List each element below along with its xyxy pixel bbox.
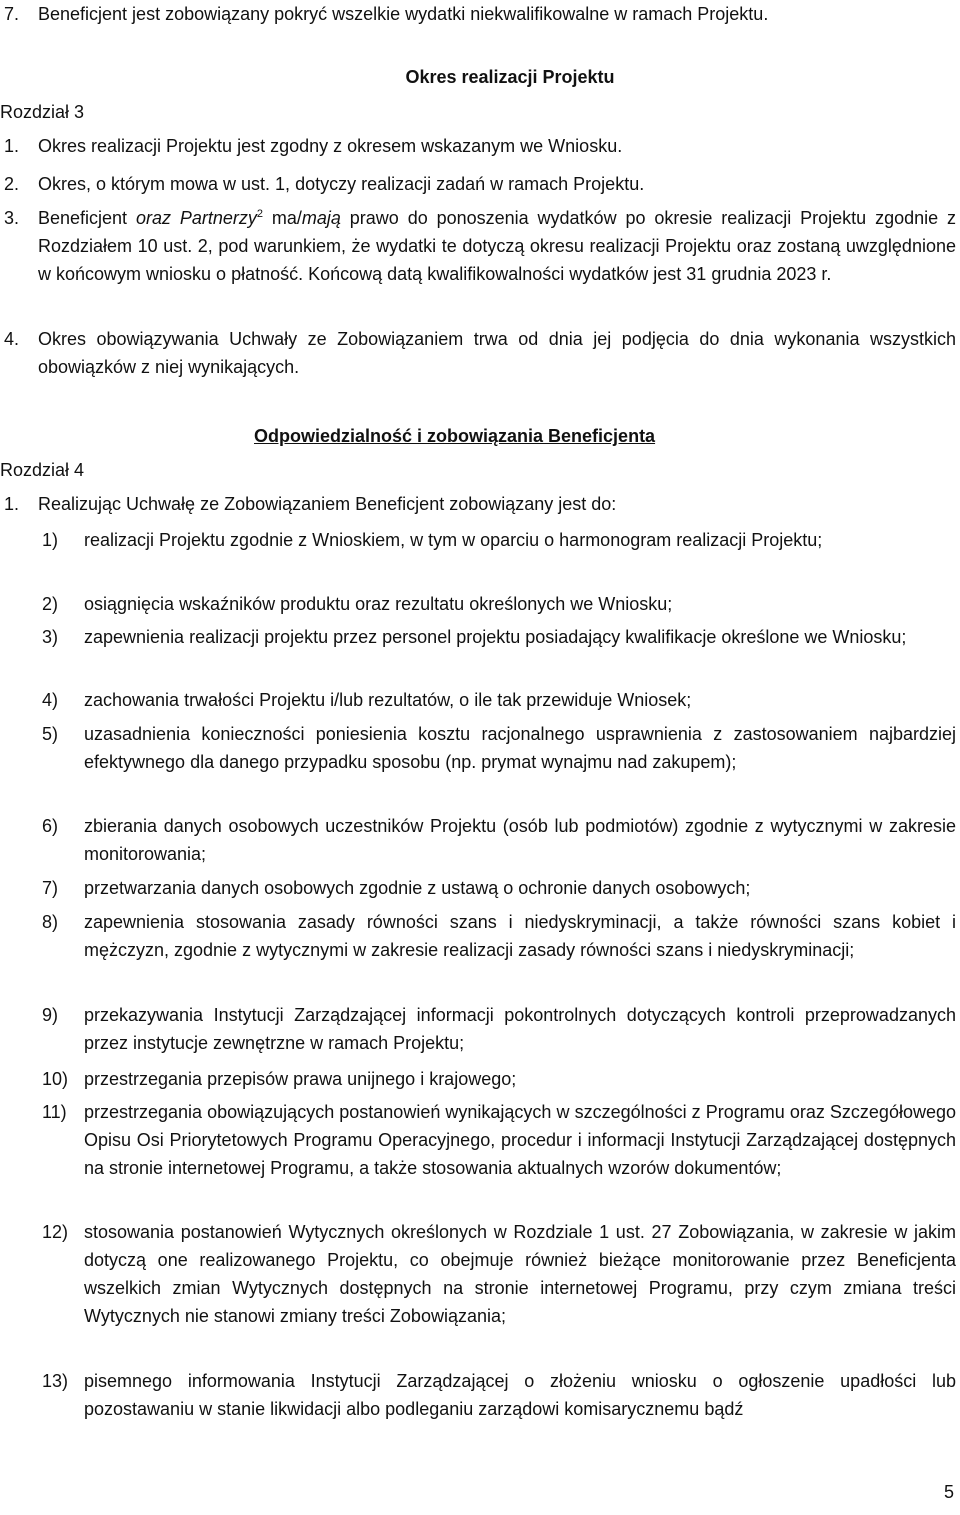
text-segment-italic: mają bbox=[301, 208, 341, 228]
sub-list-number: 6) bbox=[42, 816, 59, 836]
text-segment: prawo do ponoszenia wydatków po okresie realizacji Projektu zgodnie z Rozdziałem 10 ust. 2, pod warunkiem, że wydatki te dotyczą okresu realizacji Projektu oraz zostaną uwzględnione w końcowym wniosku o płatność. Końcową datą kwalifikowalności wydatków jest 31 grudnia 2023 r. bbox=[38, 208, 956, 284]
sub-list-item-text: stosowania postanowień Wytycznych określonych w Rozdziale 1 ust. 27 Zobowiązania, w zakresie w jakim dotyczą one realizowanego Projektu, co obejmuje również bieżące monitorowanie przez Beneficjenta wszelkich zmian Wytycznych dostępnych na stronie internetowej Programu, przy czym zmiana treści Wytycznych nie stanowi zmiany treści Zobowiązania; bbox=[84, 1222, 956, 1326]
page-number: 5 bbox=[943, 1482, 954, 1502]
text-segment-italic: oraz Partnerzy bbox=[135, 208, 257, 228]
list-item-text: Okres realizacji Projektu jest zgodny z okresem wskazanym we Wniosku. bbox=[38, 136, 623, 156]
chapter-label: Rozdział 3 bbox=[0, 102, 85, 122]
sub-list-number: 1) bbox=[42, 530, 59, 550]
sub-list-item-text: osiągnięcia wskaźników produktu oraz rezultatu określonych we Wniosku; bbox=[84, 594, 673, 614]
list-number: 3. bbox=[4, 208, 20, 228]
sub-list-number: 9) bbox=[42, 1005, 59, 1025]
sub-list-item-text: realizacji Projektu zgodnie z Wnioskiem, w tym w oparciu o harmonogram realizacji Projektu; bbox=[84, 530, 823, 550]
sub-list-item-text: przekazywania Instytucji Zarządzającej informacji pokontrolnych dotyczących kontroli przeprowadzanych przez instytucje zewnętrzne w ramach Projektu; bbox=[84, 1005, 956, 1053]
sub-list-item-text: zapewnienia realizacji projektu przez personel projektu posiadający kwalifikacje określone we Wniosku; bbox=[84, 627, 907, 647]
section-heading: Okres realizacji Projektu bbox=[405, 67, 615, 87]
list-number: 7. bbox=[4, 4, 20, 24]
sub-list-number: 3) bbox=[42, 627, 59, 647]
sub-list-item-text: uzasadnienia konieczności poniesienia kosztu racjonalnego usprawnienia z zastosowaniem najbardziej efektywnego dla danego przypadku sposobu (np. prymat wynajmu nad zakupem); bbox=[84, 724, 956, 772]
sub-list-number: 7) bbox=[42, 878, 59, 898]
list-number: 4. bbox=[4, 329, 20, 349]
list-number: 2. bbox=[4, 174, 20, 194]
sub-list-item-text: przetwarzania danych osobowych zgodnie z ustawą o ochronie danych osobowych; bbox=[84, 878, 751, 898]
list-item-text: Okres obowiązywania Uchwały ze Zobowiązaniem trwa od dnia jej podjęcia do dnia wykonania wszystkich obowiązków z niej wynikających. bbox=[38, 329, 956, 377]
list-item-text: Realizując Uchwałę ze Zobowiązaniem Beneficjent zobowiązany jest do: bbox=[38, 494, 617, 514]
sub-list-number: 12) bbox=[42, 1222, 69, 1242]
sub-list-number: 4) bbox=[42, 690, 59, 710]
sub-list-item-text: przestrzegania obowiązujących postanowień wynikających w szczególności z Programu oraz Szczegółowego Opisu Osi Priorytetowych Programu Operacyjnego, procedur i informacji Instytucji Zarządzającej dostępnych na stronie internetowej Programu, a także stosowania aktualnych wzorów dokumentów; bbox=[84, 1102, 956, 1178]
list-item-text: Okres, o którym mowa w ust. 1, dotyczy realizacji zadań w ramach Projektu. bbox=[38, 174, 645, 194]
section-heading: Odpowiedzialność i zobowiązania Beneficjenta bbox=[254, 426, 656, 446]
sub-list-number: 8) bbox=[42, 912, 59, 932]
sub-list-item-text: przestrzegania przepisów prawa unijnego i krajowego; bbox=[84, 1069, 517, 1089]
sub-list-number: 10) bbox=[42, 1069, 69, 1089]
list-number: 1. bbox=[4, 136, 20, 156]
sub-list-number: 13) bbox=[42, 1371, 69, 1391]
sub-list-item-text: zapewnienia stosowania zasady równości szans i niedyskryminacji, a także równości szans kobiet i mężczyzn, zgodnie z wytycznymi w zakresie realizacji zasady równości szans i niedyskryminacji; bbox=[84, 912, 956, 960]
sub-list-item-text: pisemnego informowania Instytucji Zarządzającej o złożeniu wniosku o ogłoszenie upadłości lub pozostawaniu w stanie likwidacji albo podleganiu zarządowi komisarycznemu bądź bbox=[84, 1371, 956, 1419]
sub-list-item-text: zbierania danych osobowych uczestników Projektu (osób lub podmiotów) zgodnie z wytycznymi w zakresie monitorowania; bbox=[84, 816, 956, 864]
sub-list-item-text: zachowania trwałości Projektu i/lub rezultatów, o ile tak przewiduje Wniosek; bbox=[84, 690, 692, 710]
sub-list-number: 2) bbox=[42, 594, 59, 614]
sub-list-number: 5) bbox=[42, 724, 59, 744]
sub-list-number: 11) bbox=[42, 1102, 67, 1122]
text-segment: ma/ bbox=[263, 208, 302, 228]
list-item-text bbox=[38, 204, 956, 288]
list-number: 1. bbox=[4, 494, 20, 514]
footnote-marker[interactable]: 2 bbox=[256, 208, 263, 220]
list-item-text: Beneficjent jest zobowiązany pokryć wszelkie wydatki niekwalifikowalne w ramach Projektu. bbox=[38, 4, 769, 24]
text-segment: Beneficjent bbox=[38, 208, 136, 228]
chapter-label: Rozdział 4 bbox=[0, 460, 85, 480]
